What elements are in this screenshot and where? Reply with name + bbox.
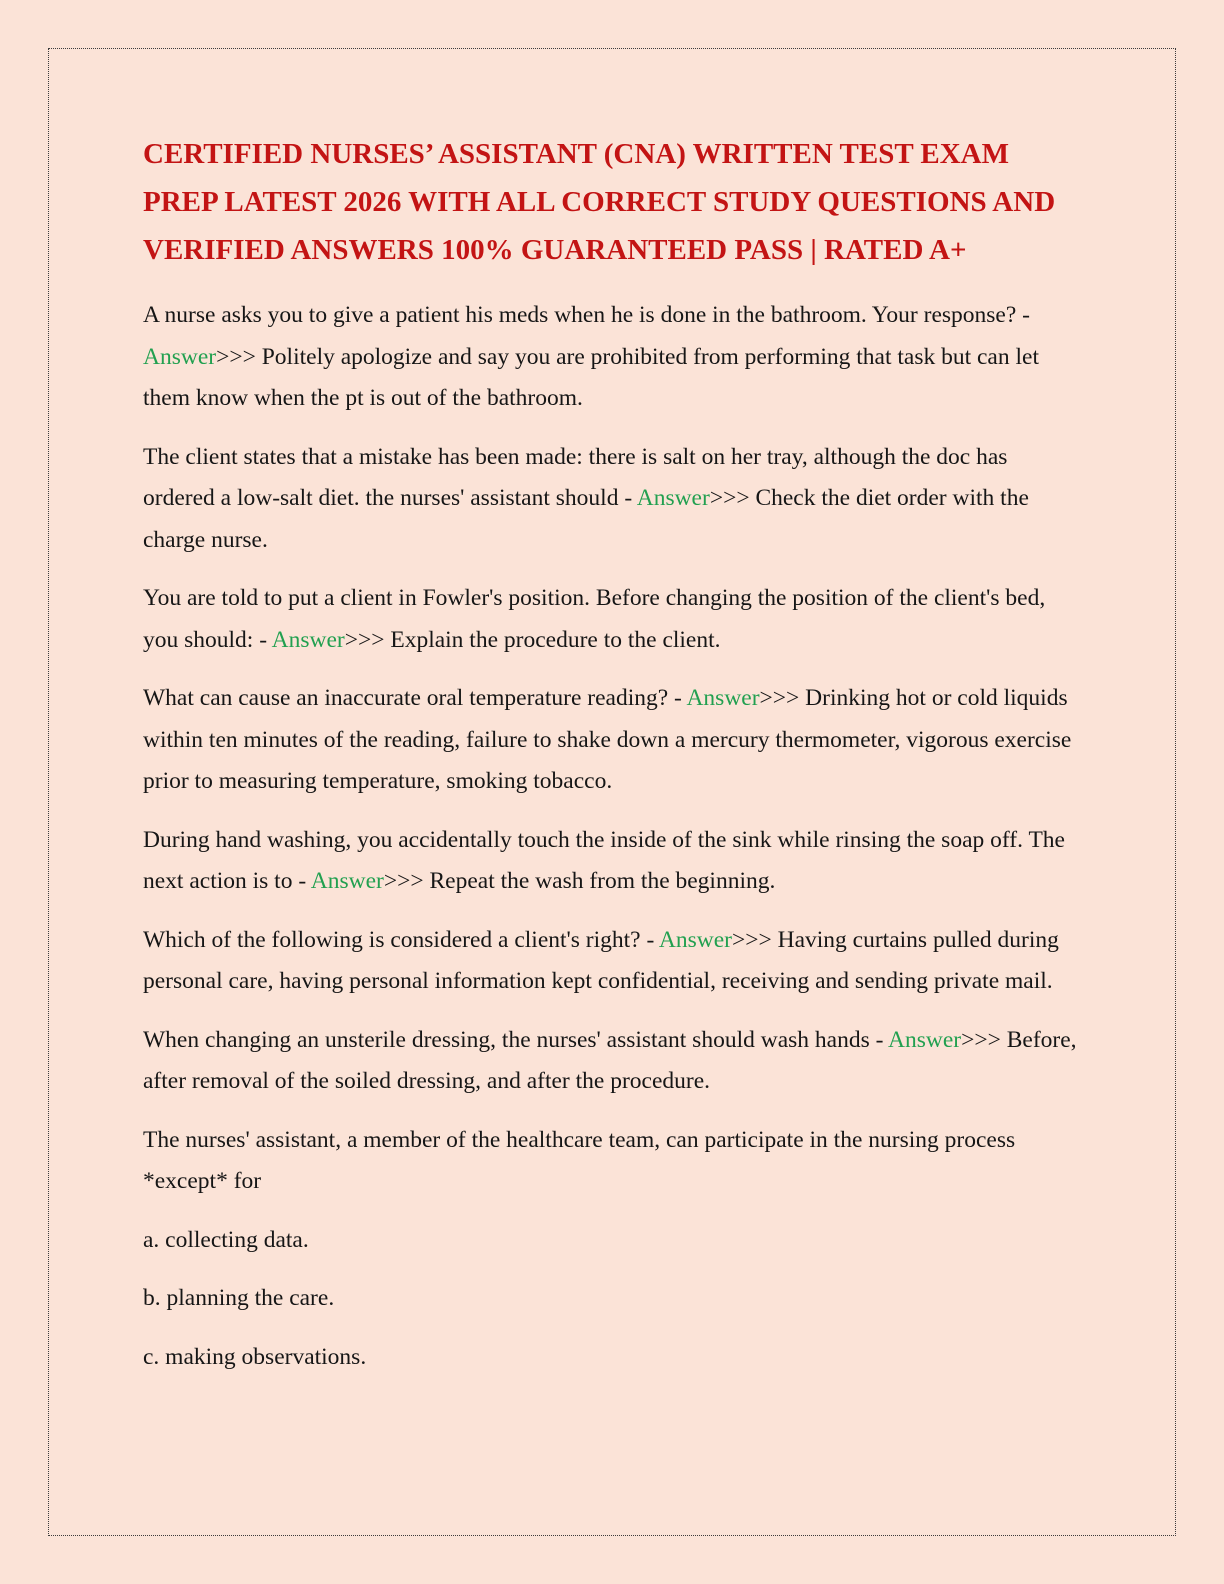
- paragraph-text: A nurse asks you to give a patient his meds when he is done in the bathroom. Your response? -: [143, 302, 1030, 328]
- document-title: CERTIFIED NURSES’ ASSISTANT (CNA) WRITTEN TEST EXAM PREP LATEST 2026 WITH ALL CORRECT STUDY QUESTIONS AND VERIFIED ANSWERS 100% GUARANTEED PASS | RATED A+: [143, 138, 1056, 266]
- paragraph: [143, 1120, 1085, 1203]
- paragraph: [143, 678, 1085, 803]
- paragraph-text: During hand washing, you accidentally touch the inside of the sink while rinsing the soap off. The next action is to -: [143, 826, 1065, 894]
- paragraph-text: When changing an unsterile dressing, the nurses' assistant should wash hands -: [143, 1026, 889, 1053]
- paragraph-text: You are told to put a client in Fowler's position. Before changing the position of the client's bed, you should: -: [143, 585, 1046, 653]
- paragraph-list: [143, 295, 1085, 1378]
- paragraph: [143, 1220, 1085, 1262]
- paragraph-text: Which of the following is considered a client's right? -: [143, 926, 659, 953]
- paragraph: [143, 437, 1085, 562]
- paragraph-text: The client states that a mistake has been made: there is salt on her tray, although the doc has ordered a low-salt diet. the nurses' assistant should -: [143, 443, 1008, 511]
- answer-label: Answer: [686, 685, 760, 711]
- paragraph-text: >>> Having curtains pulled during personal care, having personal information kept confidential, receiving and sending private mail.: [143, 926, 1059, 994]
- paragraph-text: >>> Explain the procedure to the client.: [344, 626, 721, 653]
- document-content: [143, 130, 1085, 1395]
- answer-label: Answer: [271, 626, 345, 653]
- paragraph: [143, 820, 1085, 903]
- paragraph-text: >>> Repeat the wash from the beginning.: [383, 868, 776, 894]
- paragraph: [143, 1020, 1085, 1103]
- paragraph-text: The nurses' assistant, a member of the healthcare team, can participate in the nursing process *except* for: [143, 1126, 1016, 1194]
- paragraph: [143, 295, 1085, 420]
- answer-label: Answer: [636, 485, 710, 511]
- paragraph: [143, 1278, 1085, 1320]
- paragraph: [143, 578, 1085, 661]
- paragraph: [143, 1337, 1085, 1379]
- paragraph-text: >>> Politely apologize and say you are prohibited from performing that task but can let them know when the pt is out of the bathroom.: [143, 343, 1039, 411]
- paragraph-text: c. making observations.: [143, 1343, 367, 1370]
- paragraph-text: b. planning the care.: [143, 1285, 335, 1311]
- paragraph-text: >>> Check the diet order with the charge nurse.: [143, 485, 1029, 553]
- paragraph: [143, 920, 1085, 1003]
- paragraph-text: What can cause an inaccurate oral temperature reading? -: [143, 685, 687, 711]
- paragraph-text: >>> Drinking hot or cold liquids within ten minutes of the reading, failure to shake down a mercury thermometer, vigorous exercise prior to measuring temperature, smoking tobacco.: [143, 685, 1072, 794]
- answer-label: Answer: [888, 1026, 962, 1053]
- answer-label: Answer: [658, 926, 732, 953]
- answer-label: Answer: [143, 343, 217, 370]
- paragraph-text: >>> Before, after removal of the soiled dressing, and after the procedure.: [143, 1026, 1077, 1094]
- paragraph-text: a. collecting data.: [143, 1226, 309, 1253]
- answer-label: Answer: [310, 868, 384, 894]
